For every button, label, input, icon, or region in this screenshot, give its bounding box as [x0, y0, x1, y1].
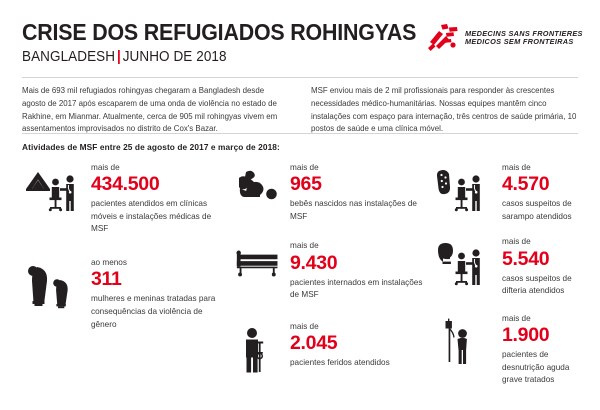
stats-column-3 — [433, 163, 582, 391]
stat-prefix: mais de — [91, 163, 120, 172]
stat-body — [290, 322, 425, 370]
reclining-birth-figure-icon — [235, 163, 283, 205]
statistics-grid — [22, 163, 582, 391]
stat-prefix: mais de — [502, 163, 531, 172]
subtitle-date: JUNHO DE 2018 — [122, 49, 227, 66]
stat-number: 965 — [290, 173, 322, 196]
stat-wounded-patients — [235, 322, 425, 374]
stat-number: 2.045 — [290, 332, 338, 355]
stat-description: mulheres e meninas tratadas para consequências da violência de gênero — [91, 294, 216, 329]
msf-logo-text — [464, 28, 583, 47]
stat-body — [502, 314, 582, 387]
tent-with-doctor-and-seated-patient-icon — [22, 163, 84, 213]
activities-section-label: Atividades de MSF entre 25 de agosto de 2017 e março de 2018: — [22, 142, 280, 152]
intro-paragraph-left: Mais de 693 mil refugiados rohingyas chegaram a Bangladesh desde agosto de 2017 após escaparem de uma onda de violência no estado de Rakhine, em Mianmar. Atualmente, cerca de 905 mil rohingyas vivem em assentamentos improvisados no distrito de Cox's Bazar. — [22, 86, 278, 134]
stat-description: casos suspeitos de difteria atendidos — [502, 273, 572, 296]
divider-middle — [22, 133, 578, 134]
stat-body — [290, 163, 425, 223]
stat-prefix: mais de — [502, 237, 531, 247]
msf-running-figure-icon — [426, 22, 460, 54]
stat-body — [91, 258, 227, 331]
person-with-crutch-icon — [235, 322, 283, 374]
stat-number: 4.570 — [502, 173, 550, 196]
intro-section — [22, 85, 578, 136]
subtitle-separator: | — [116, 49, 121, 66]
stat-description: pacientes internados em instalações de MSF — [290, 277, 423, 300]
stat-inpatients — [235, 241, 425, 301]
stat-prefix: mais de — [502, 313, 531, 323]
stat-description: pacientes de desnutrição aguda grave tratados — [502, 350, 570, 385]
two-bowed-women-icon — [22, 258, 84, 310]
stat-description: bebês nascidos nas instalações de MSF — [290, 199, 417, 221]
header — [0, 0, 600, 66]
stat-prefix: mais de — [290, 321, 319, 331]
stat-babies-born — [235, 163, 425, 223]
stat-number: 1.900 — [502, 324, 550, 347]
stat-number: 434.500 — [91, 173, 160, 196]
stat-measles-cases — [433, 163, 582, 223]
stat-body — [290, 241, 425, 301]
stat-number: 9.430 — [290, 251, 338, 274]
stat-prefix: ao menos — [91, 258, 127, 268]
stat-body — [502, 163, 582, 223]
msf-logo-line-pt: MEDICOS SEM FRONTEIRAS — [464, 37, 574, 46]
diphtheria-throat-head-with-doctor-icon — [433, 237, 495, 287]
stat-body — [91, 163, 227, 236]
stat-malnutrition-patients — [433, 314, 582, 387]
hospital-stretcher-bed-icon — [235, 241, 283, 279]
stats-column-1 — [22, 163, 227, 391]
patient-with-iv-drip-icon — [433, 314, 495, 366]
stat-diphtheria-cases — [433, 237, 582, 297]
stat-prefix: mais de — [290, 163, 319, 172]
divider-top — [22, 77, 578, 78]
stats-column-2 — [235, 163, 425, 391]
intro-paragraph-right: MSF enviou mais de 2 mil profissionais para responder às crescentes necessidades médico-humanitárias. Nossas equipes mantêm cinco instalações com espaço para internação, três centros de saúde primária, 10 postos de saúde e uma clínica móvel. — [311, 86, 577, 134]
stat-number: 311 — [91, 268, 122, 291]
stat-description: casos suspeitos de sarampo atendidos — [502, 199, 572, 221]
page-title: CRISE DOS REFUGIADOS ROHINGYAS — [22, 19, 417, 45]
stat-body — [502, 237, 582, 297]
subtitle-location: BANGLADESH — [22, 49, 116, 66]
stat-number: 5.540 — [502, 247, 550, 270]
msf-logo-line-fr: MEDECINS SANS FRONTIERES — [464, 28, 583, 38]
stat-description: pacientes atendidos em clínicas móveis e instalações médicas de MSF — [91, 199, 212, 234]
stat-gender-violence — [22, 258, 227, 331]
stat-prefix: mais de — [290, 241, 319, 251]
stat-patients-treated — [22, 163, 227, 236]
stat-description: pacientes feridos atendidos — [290, 358, 390, 368]
msf-logo — [426, 22, 583, 54]
measles-spotted-figure-with-doctor-icon — [433, 163, 495, 213]
